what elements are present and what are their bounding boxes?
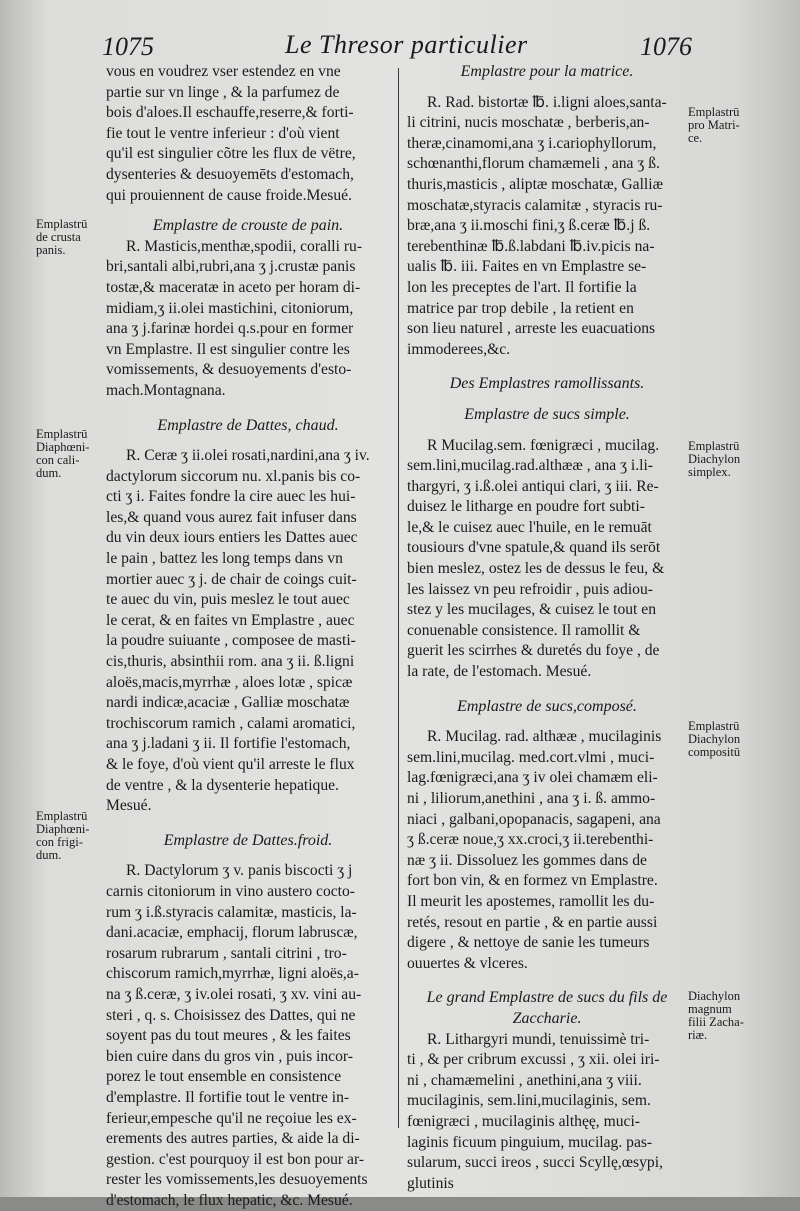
spacer <box>407 83 687 93</box>
section-heading: Emplastre de sucs simple. <box>464 405 630 423</box>
text-line: Il meurit les apostemes, ramollit les du- <box>407 892 655 910</box>
text-line: R. Mucilag. rad. althææ , mucilaginis <box>427 728 662 746</box>
text-line: cis,thuris, absinthii rom. ana ʒ ii. ß.ligni <box>106 653 355 671</box>
text-line: rester les vomissements,les desuoyements <box>106 1171 368 1189</box>
text-line: ni , chamæmelini , anethini,ana ʒ viii. <box>407 1071 642 1089</box>
margin-note-right-4: Diachylon magnum filii Zacha- riæ. <box>688 989 744 1042</box>
text-line: terebenthinæ ℔.ß.labdani ℔.iv.picis na- <box>407 237 655 255</box>
text-line: li citrini, nucis moschatæ , berberis,an- <box>407 114 650 132</box>
text-line: qui prouiennent de cause froide.Mesué. <box>106 186 352 204</box>
spacer <box>106 436 390 446</box>
spacer <box>407 426 687 436</box>
text-line: bien meslez, ostez les de dessus le feu, & <box>407 560 665 578</box>
spacer <box>407 683 687 697</box>
text-line: R. Lithargyri mundi, tenuissimè tri- <box>427 1030 650 1048</box>
text-line: næ ʒ ii. Dissoluez les gommes dans de <box>407 851 647 869</box>
text-line: sem.lini,mucilag.rad.althææ , ana ʒ i.li- <box>407 457 653 475</box>
text-line: tostæ,& maceratæ in aceto per horam di- <box>106 278 361 296</box>
text-line: R. Dactylorum ʒ v. panis biscocti ʒ j <box>126 862 353 880</box>
margin-note-left-1: Emplastrū de crusta panis. <box>36 217 88 257</box>
text-line: ni , liliorum,anethini , ana ʒ i. ß. ammo- <box>407 790 656 807</box>
text-line: rum ʒ i.ß.styracis calamitæ, masticis, la- <box>106 903 357 921</box>
margin-note-right-1: Emplastrū pro Matri- ce. <box>688 105 740 145</box>
text-line: ualis ℔. iii. Faites en vn Emplastre se- <box>407 258 647 276</box>
text-line: mucilaginis, sem.lini,mucilaginis, sem. <box>407 1092 651 1110</box>
text-line: moschatæ,styracis calamitæ , styracis ru- <box>407 196 663 214</box>
spacer <box>106 206 390 216</box>
text-line: partie sur vn linge , & la parfumez de <box>106 83 340 101</box>
text-line: bois d'aloes.Il eschauffe,reserre,& forti- <box>106 104 354 122</box>
text-line: digere , & nettoye de sanie les tumeurs <box>407 934 650 952</box>
text-line: sularum, succi ireos , succi Scyllę,œsypi, <box>407 1154 663 1172</box>
text-line: te auec du vin, puis meslez le tout auec <box>106 591 350 609</box>
text-line: ti , & per cribrum excussi , ʒ xii. olei iri- <box>407 1051 660 1069</box>
text-line: fie tout le ventre inferieur : d'où vient <box>106 124 340 142</box>
text-line: du vin deux iours entiers les Dattes auec <box>106 529 358 547</box>
text-line: sem.lini,mucilag. med.cort.vlmi , muci- <box>407 748 655 766</box>
text-line: glutinis <box>407 1174 454 1192</box>
text-line: duisez le litharge en poudre fort subti- <box>407 498 645 516</box>
text-line: steri , q. s. Choisissez des Dattes, qui ne <box>106 1006 356 1024</box>
section-heading: Emplastre de sucs,composé. <box>457 697 637 715</box>
text-line: vomissements, & desuoyements d'esto- <box>106 361 352 379</box>
text-line: ana ʒ j.farinæ hordei q.s.pour en former <box>106 320 354 338</box>
text-line: thuris,masticis , aliptæ moschatæ, Galliæ <box>407 175 663 193</box>
text-line: qu'il est singulier cõtre les flux de vëtre, <box>106 145 356 163</box>
text-line: nardi indicæ,acaciæ , Galliæ moschatæ <box>106 694 350 712</box>
text-line: R Mucilag.sem. fœnigræci , mucilag. <box>427 436 660 454</box>
text-line: bien cuire dans du gros vin , puis incor- <box>106 1047 353 1065</box>
text-line: laginis ficuum pinguium, mucilag. pas- <box>407 1133 653 1151</box>
page-header <box>0 26 800 66</box>
text-line: le cerat, & en faites vn Emplastre , auec <box>106 611 355 629</box>
text-line: lag.fœnigræci,ana ʒ iv olei chamæm eli- <box>407 769 658 787</box>
text-line: theræ,cinamomi,ana ʒ i.cariophyllorum, <box>407 134 657 152</box>
text-line: trochiscorum ramich , calami aromatici, <box>106 714 356 732</box>
margin-note-left-3: Emplastrū Diaphœni- con frigi- dum. <box>36 809 90 862</box>
text-line: chiscorum ramich,myrrhæ, ligni aloës,a- <box>106 965 359 983</box>
text-line: ana ʒ j.ladani ʒ ii. Il fortifie l'estomach, <box>106 735 351 753</box>
spacer <box>407 395 687 405</box>
text-line: aloës,macis,myrrhæ , aloes lotæ , spicæ <box>106 673 353 691</box>
section-heading: Emplastre de Dattes.froid. <box>163 831 333 849</box>
spacer <box>106 402 390 416</box>
text-line: na ʒ ß.ceræ, ʒ iv.olei rosati, ʒ xv. vini au- <box>106 985 362 1003</box>
text-line: Mesué. <box>106 797 152 815</box>
text-line: R. Masticis,menthæ,spodii, coralli ru- <box>126 237 363 255</box>
right-text-column <box>407 62 687 1194</box>
text-line: ʒ ß.ceræ noue,ʒ xx.croci,ʒ ii.terebenthi- <box>407 831 654 849</box>
spacer <box>407 717 687 727</box>
left-text-column <box>106 62 390 1211</box>
text-line: tousiours d'vne spatule,& quand ils serōt <box>407 539 661 557</box>
right-page-number: 1076 <box>640 32 692 61</box>
text-line: guerit les scirrhes & duretés du foye , de <box>407 642 660 660</box>
text-line: stez y les mucilages, & cuisez le tout en <box>407 601 656 619</box>
running-title: Le Thresor particulier <box>285 30 528 59</box>
text-line: le pain , battez les long temps dans vn <box>106 550 343 568</box>
text-line: de ventre , & la dysenterie hepatique. <box>106 776 339 794</box>
text-line: ferieur,empesche qu'il ne reçoiue les ex- <box>106 1109 357 1127</box>
spacer <box>106 851 390 861</box>
text-line: schœnanthi,florum chamæmeli , ana ʒ ß. <box>407 155 660 173</box>
text-line: & le foye, d'où vient qu'il arreste le flux <box>106 756 355 773</box>
text-line: thargyri, ʒ i.ß.olei antiqui clari, ʒ iii. Re- <box>407 477 659 495</box>
text-line: cti ʒ i. Faites fondre la cire auec les hui- <box>106 488 356 506</box>
text-line: d'estomach, le flux hepatic, &c. Mesué. <box>106 1191 353 1209</box>
text-line: porez le tout ensemble en consistence <box>106 1068 342 1086</box>
section-heading: Emplastre de crouste de pain. <box>152 217 344 235</box>
section-heading: Emplastre pour la matrice. <box>460 63 634 80</box>
text-line: retés, resout en partie , & en partie aussi <box>407 913 658 931</box>
text-line: midiam,ʒ ii.olei mastichini, citoniorum, <box>106 299 354 317</box>
text-line: mortier auec ʒ j. de chair de coings cuit- <box>106 570 357 588</box>
text-line: carnis citoniorum in vino austero cocto- <box>106 882 355 900</box>
text-line: bri,santali albi,rubri,ana ʒ j.crustæ panis <box>106 258 356 276</box>
text-line: R. Rad. bistortæ ℔. i.ligni aloes,santa- <box>427 93 667 111</box>
text-line: vous en voudrez vser estendez en vne <box>106 63 341 80</box>
spacer <box>407 974 687 988</box>
column-divider <box>398 68 399 1128</box>
text-line: ouuertes & vlceres. <box>407 954 528 972</box>
text-line: conuenable consistence. Il ramollit & <box>407 621 641 639</box>
text-line: soyent pas du tout meures , & les faites <box>106 1027 351 1045</box>
text-line: vn Emplastre. Il est singulier contre les <box>106 340 350 358</box>
text-line: R. Ceræ ʒ ii.olei rosati,nardini,ana ʒ iv. <box>126 447 370 465</box>
text-line: la poudre suiuante , composee de masti- <box>106 632 356 650</box>
text-line: les laissez vn peu refroidir , puis adiou- <box>407 580 653 598</box>
section-heading: Des Emplastres ramollissants. <box>449 375 645 393</box>
text-line: immoderees,&c. <box>407 340 511 358</box>
text-line: niaci , galbani,opopanacis, sagapeni, ana <box>407 810 661 828</box>
text-line: d'emplastre. Il fortifie tout le ventre in- <box>106 1088 350 1106</box>
text-line: fœnigræci , mucilaginis althęę, muci- <box>407 1112 640 1130</box>
spacer <box>407 360 687 374</box>
text-line: erements des autres parties, & aide la di- <box>106 1130 360 1148</box>
section-heading: Zaccharie. <box>512 1009 582 1027</box>
text-line: mach.Montagnana. <box>106 381 226 399</box>
section-heading: Emplastre de Dattes, chaud. <box>157 416 339 434</box>
margin-note-right-2: Emplastrū Diachylon simplex. <box>688 439 741 479</box>
text-line: le,& le cuisez auec l'huile, en le remuāt <box>407 518 652 536</box>
text-line: dani.acaciæ, emphacij, florum labruscæ, <box>106 924 358 942</box>
section-heading: Le grand Emplastre de sucs du fils de <box>426 989 668 1007</box>
left-page-number: 1075 <box>102 32 154 61</box>
margin-note-left-2: Emplastrū Diaphœni- con cali- dum. <box>36 427 90 480</box>
text-line: dysenteries & desuoyemēts d'estomach, <box>106 165 354 183</box>
text-line: les,& quand vous aurez fait infuser dans <box>106 508 357 526</box>
text-line: lon les preceptes de l'art. Il fortifie la <box>407 278 637 296</box>
text-line: rosarum rubrarum , santali citrini , tro- <box>106 944 347 962</box>
text-line: la rate, de l'estomach. Mesué. <box>407 663 592 681</box>
text-line: gestion. c'est pourquoy il est bon pour ar- <box>106 1150 365 1168</box>
spacer <box>106 817 390 831</box>
text-line: bræ,ana ʒ ii.moschi fini,ʒ ß.ceræ ℔.j ß. <box>407 217 651 235</box>
text-line: son lieu naturel , arreste les euacuations <box>407 320 656 338</box>
text-line: matrice par trop debile , la retient en <box>407 299 634 317</box>
text-line: fort bon vin, & en formez vn Emplastre. <box>407 872 658 890</box>
text-line: dactylorum siccorum nu. xl.panis bis co- <box>106 467 361 485</box>
margin-note-right-3: Emplastrū Diachylon compositū <box>688 719 741 759</box>
